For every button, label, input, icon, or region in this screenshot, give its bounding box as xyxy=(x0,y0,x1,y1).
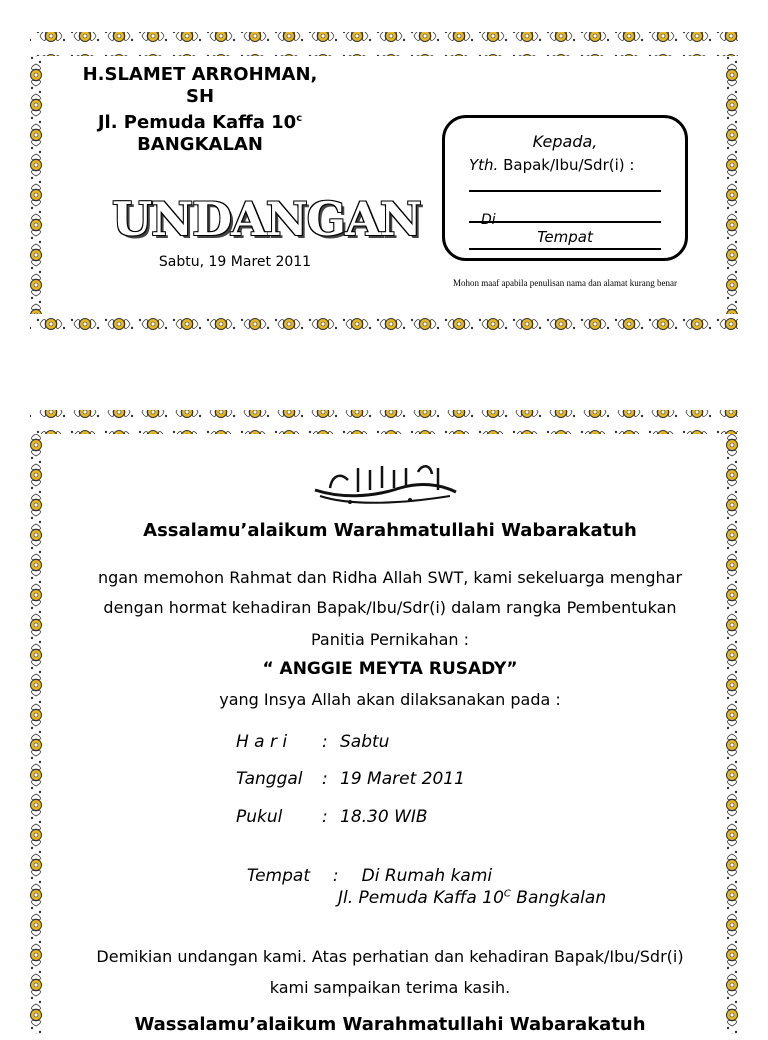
sender-street: Jl. Pemuda Kaffa 10$^c$ xyxy=(97,112,303,133)
detail-row-place: Tempat : Di Rumah kami xyxy=(246,866,493,886)
closing-line-2: kami sampaikan terima kasih. xyxy=(269,978,511,997)
detail-row-time: Pukul : 18.30 WIB xyxy=(236,807,428,827)
closing-line-1: Demikian undangan kami. Atas perhatian dan kehadiran Bapak/Ibu/Sdr(i) xyxy=(96,947,684,966)
recipient-address-box xyxy=(442,115,688,261)
sender-city: BANGKALAN xyxy=(137,134,263,155)
recipient-address-line xyxy=(469,221,661,223)
detail-label: Tanggal xyxy=(236,769,303,789)
recipient-salutation: Yth. Bapak/Ibu/Sdr(i) : xyxy=(469,156,635,174)
detail-value: Di Rumah kami xyxy=(350,866,493,886)
detail-value: 19 Maret 2011 xyxy=(340,769,465,789)
honoree-name: “ ANGGIE MEYTA RUSADY” xyxy=(262,659,518,679)
detail-label: Pukul xyxy=(236,807,283,827)
detail-label: H a r i xyxy=(236,732,288,752)
recipient-name-line xyxy=(469,190,661,192)
body-line-4: yang Insya Allah akan dilaksanakan pada : xyxy=(219,690,561,709)
body-line-1: ngan memohon Rahmat dan Ridha Allah SWT, kami sekeluarga menghar xyxy=(97,568,683,587)
sender-title: SH xyxy=(185,86,215,107)
recipient-di-label: Di xyxy=(481,212,496,228)
apology-note: Mohon maaf apabila penulisan nama dan alamat kurang benar xyxy=(453,278,677,288)
detail-address: Jl. Pemuda Kaffa $10^C$ Bangkalan xyxy=(338,888,607,908)
detail-row-day: H a r i : Sabtu xyxy=(236,732,390,752)
bismillah-calligraphy-icon xyxy=(310,458,460,508)
closing-salam: Wassalamu’alaikum Warahmatullahi Wabarakatuh xyxy=(134,1014,646,1035)
detail-label: Tempat xyxy=(246,866,310,886)
body-line-3: Panitia Pernikahan : xyxy=(310,630,470,649)
detail-value: Sabtu xyxy=(340,732,390,752)
sender-block xyxy=(50,64,350,155)
cover-date: Sabtu, 19 Maret 2011 xyxy=(158,254,312,270)
recipient-to-label: Kepada, xyxy=(532,132,598,151)
invitation-title: UNDANGAN xyxy=(112,192,421,246)
body-line-2: dengan hormat kehadiran Bapak/Ibu/Sdr(i) dalam rangka Pembentukan xyxy=(103,598,677,617)
recipient-place-line xyxy=(469,248,661,250)
detail-row-date: Tanggal : 19 Maret 2011 xyxy=(236,769,465,789)
greeting-salam: Assalamu’alaikum Warahmatullahi Wabarakatuh xyxy=(143,520,637,541)
detail-value: 18.30 WIB xyxy=(340,807,428,827)
recipient-place-label: Tempat xyxy=(537,228,593,246)
sender-name: H.SLAMET ARROHMAN, xyxy=(82,64,318,85)
